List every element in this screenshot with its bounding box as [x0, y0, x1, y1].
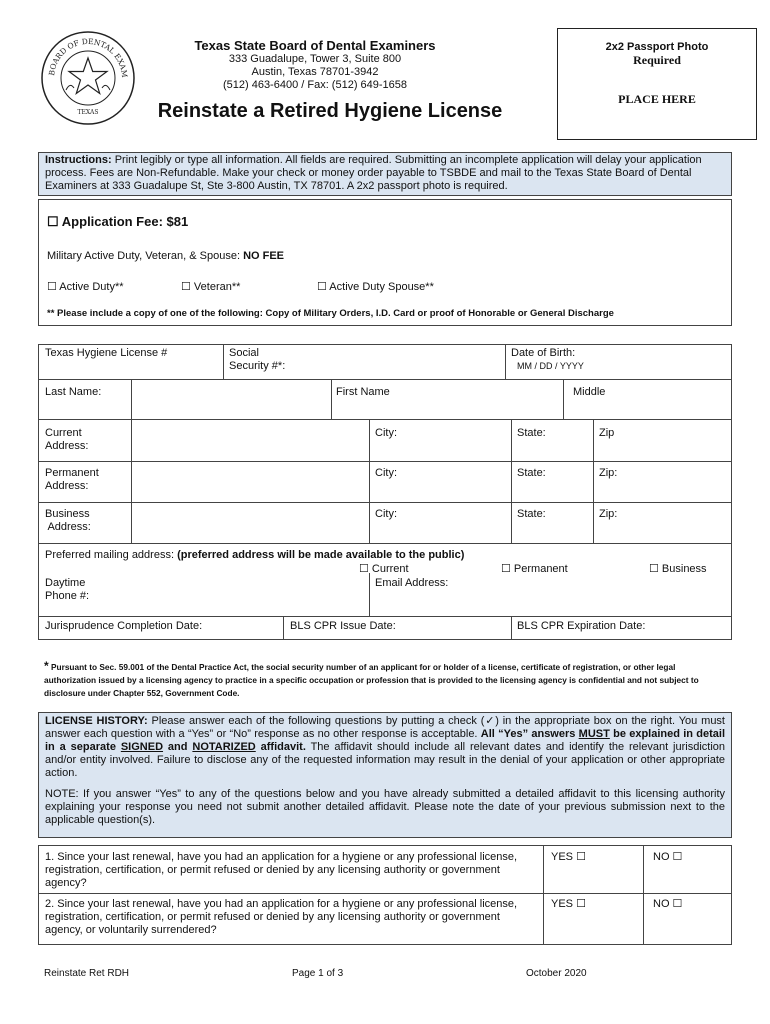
agency-phone: (512) 463-6400 / Fax: (512) 649-1658 [222, 79, 408, 91]
license-history-paragraph [45, 715, 725, 780]
current-address-label [45, 427, 88, 453]
form-title: Reinstate a Retired Hygiene License [157, 100, 503, 122]
current-label-2: Address: [45, 440, 89, 452]
instructions-box [38, 152, 732, 196]
footer-form-name: Reinstate Ret RDH [44, 968, 130, 979]
preferred-address-label [45, 549, 464, 562]
license-history-box [38, 712, 732, 838]
first-name-field[interactable]: First Name [336, 386, 390, 398]
ssn-label-2: Security #*: [229, 360, 286, 372]
applicant-info-grid [38, 344, 732, 640]
question-2-no[interactable]: NO ☐ [653, 898, 683, 910]
permanent-address-label [45, 467, 99, 493]
pref-business-checkbox[interactable]: ☐ Business [649, 563, 707, 575]
state-seal [40, 30, 136, 126]
permanent-zip-field[interactable]: Zip: [599, 467, 618, 479]
question-2-yes[interactable]: YES ☐ [551, 898, 586, 910]
bls-expiration-date-field[interactable]: BLS CPR Expiration Date: [517, 620, 646, 632]
dob-format: MM / DD / YYYY [517, 361, 584, 371]
current-city-field[interactable]: City: [375, 427, 397, 439]
instructions-text: Print legibly or type all information. All fields are required. Submitting an incomplete application will delay your application process. Fees are Non-Refundable. Make your check or money order payable to TSBDE and mail to the Texas State Board of Dental Examiners at 333 Guadalupe St, Ste 3-800 Austin, TX 78701. A 2x2 passport photo is required. [45, 154, 702, 192]
daytime-label-2: Phone #: [45, 590, 90, 602]
military-note: ** Please include a copy of one of the following: Copy of Military Orders, I.D. Card or proof of Honorable or General Discharge [47, 308, 614, 319]
business-state-field[interactable]: State: [517, 508, 546, 520]
license-history-label: LICENSE HISTORY: [45, 715, 148, 727]
business-label-1: Business [45, 508, 90, 520]
pref-permanent-checkbox[interactable]: ☐ Permanent [501, 563, 568, 575]
daytime-phone-field[interactable] [45, 577, 89, 603]
footer-page: Page 1 of 3 [292, 968, 344, 979]
fee-label: Application Fee: $81 [61, 214, 189, 229]
middle-name-field[interactable]: Middle [573, 386, 606, 398]
military-value: NO FEE [243, 250, 285, 262]
ssn-label-1: Social [229, 347, 259, 359]
fee-checkbox[interactable]: ☐ [47, 214, 59, 229]
photo-line1: 2x2 Passport Photo [605, 41, 709, 53]
seal-top-text: BOARD OF DENTAL EXAM [47, 36, 130, 78]
svg-text:STATE BOARD OF DENTAL EXAMINER [40, 30, 129, 78]
active-duty-spouse-checkbox[interactable]: ☐ Active Duty Spouse** [317, 281, 434, 293]
dob-field[interactable] [511, 347, 584, 373]
application-fee [47, 214, 188, 230]
question-1-yes[interactable]: YES ☐ [551, 851, 586, 863]
footnote-text: Pursuant to Sec. 59.001 of the Dental Practice Act, the social security number of an applicant for or holder of a license, certificate of registration, or other legal authorization issued by a licensing agency to practice in a specific occupation or profession that is provided to the licensing agency is confidential and not subject to disclosure under Chapter 552, Government Code. [44, 662, 699, 698]
question-1: 1. Since your last renewal, have you had an application for a hygiene or any professional license, registration, certification, or permit refused or denied by any licensing authority or government agency? [45, 851, 518, 889]
history-text1: Please answer each of the following questions by putting a check (✓) in the appropriate box on the right. You must answer each question with a “Yes” or “No” response as no other response is acceptable. [45, 715, 725, 740]
star-icon [69, 58, 107, 94]
jurisprudence-date-field[interactable]: Jurisprudence Completion Date: [45, 620, 203, 632]
fee-section [38, 199, 732, 326]
agency-header [150, 38, 480, 92]
business-zip-field[interactable]: Zip: [599, 508, 618, 520]
daytime-label-1: Daytime [45, 577, 86, 589]
permanent-state-field[interactable]: State: [517, 467, 546, 479]
active-duty-checkbox[interactable]: ☐ Active Duty** [47, 281, 124, 293]
veteran-checkbox[interactable]: ☐ Veteran** [181, 281, 241, 293]
question-1-no[interactable]: NO ☐ [653, 851, 683, 863]
agency-address1: 333 Guadalupe, Tower 3, Suite 800 [228, 53, 402, 65]
footnote-star: * [44, 659, 49, 673]
questions-table [38, 845, 732, 945]
preferred-note: (preferred address will be made available to the public) [177, 549, 465, 561]
dob-label: Date of Birth: [511, 347, 576, 359]
permanent-label-1: Permanent [45, 467, 99, 479]
military-label: Military Active Duty, Veteran, & Spouse: [47, 250, 244, 262]
photo-line2: Required [633, 53, 681, 67]
current-zip-field[interactable]: Zip [599, 427, 615, 439]
preferred-label: Preferred mailing address: [45, 549, 178, 561]
ssn-footnote [44, 660, 724, 700]
instructions-label: Instructions: [45, 154, 112, 166]
photo-line3: PLACE HERE [618, 92, 696, 106]
agency-address2: Austin, Texas 78701-3942 [251, 66, 379, 78]
history-note: NOTE: If you answer “Yes” to any of the questions below and you have already submitted a detailed affidavit to this licensing authority explaining your response you need not submit another detailed affidavit. Please note the date of your previous submission next to the applicable question(s). [45, 788, 725, 826]
history-must: MUST [578, 728, 610, 740]
last-name-label: Last Name: [45, 386, 102, 398]
military-line [47, 250, 284, 262]
history-text2: The affidavit should include all relevant dates and identify the relevant jurisdiction and/or entity involved. Failure to disclose any of the requested information may result in the denial of your application or other appropriate action. [45, 741, 725, 779]
permanent-label-2: Address: [45, 480, 89, 492]
ssn-field[interactable] [229, 347, 285, 373]
bls-issue-date-field[interactable]: BLS CPR Issue Date: [290, 620, 396, 632]
passport-photo-box[interactable] [557, 28, 757, 140]
history-bold2: be explained in detail in a separate [45, 728, 726, 753]
history-bold1: All “Yes” answers [480, 728, 579, 740]
email-field[interactable]: Email Address: [375, 577, 449, 589]
business-city-field[interactable]: City: [375, 508, 397, 520]
permanent-city-field[interactable]: City: [375, 467, 397, 479]
seal-bottom-text: TEXAS [77, 109, 99, 116]
current-label-1: Current [45, 427, 82, 439]
history-signed: SIGNED [120, 741, 164, 753]
pref-current-checkbox[interactable]: ☐ Current [359, 563, 409, 575]
business-address-label [45, 508, 91, 534]
current-state-field[interactable]: State: [517, 427, 546, 439]
footer-date: October 2020 [526, 968, 587, 979]
business-label-2: Address: [45, 521, 91, 533]
agency-name: Texas State Board of Dental Examiners [194, 38, 436, 53]
history-affidavit: affidavit. [255, 741, 306, 753]
question-2: 2. Since your last renewal, have you had an application for a hygiene or any professional license, registration, certification, or permit refused or denied by any licensing authority or government agency, or voluntarily surrendered? [45, 898, 518, 936]
license-number-field[interactable]: Texas Hygiene License # [45, 347, 168, 359]
history-notarized: NOTARIZED [192, 741, 256, 753]
history-and: and [163, 741, 193, 753]
